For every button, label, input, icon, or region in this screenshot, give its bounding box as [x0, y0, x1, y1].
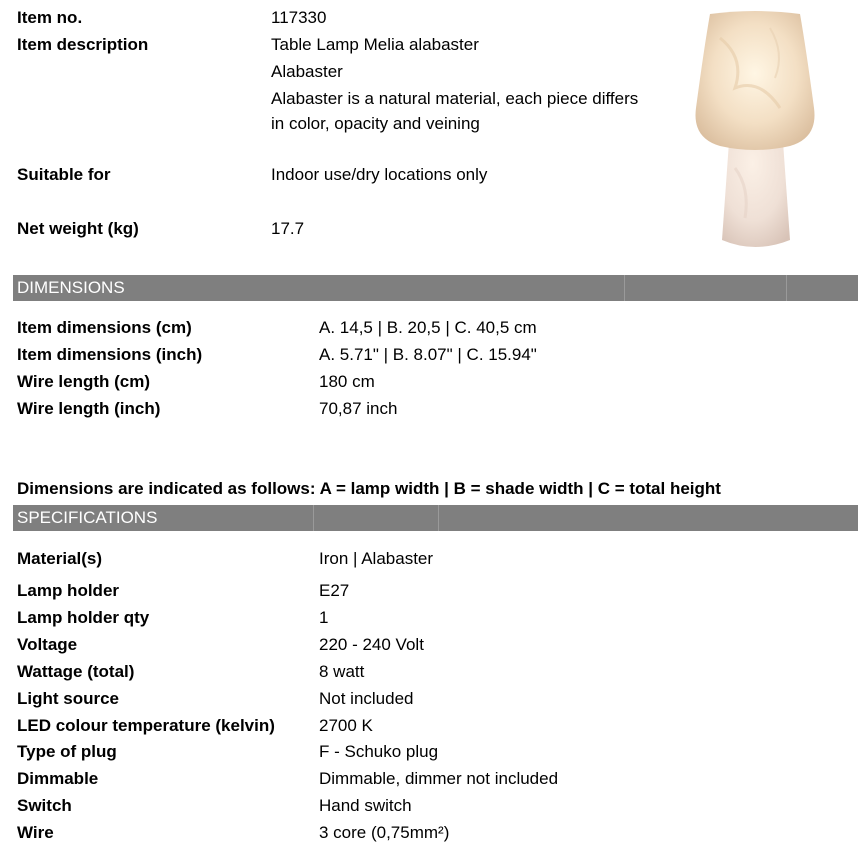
spec-row-value: 3 core (0,75mm²) — [319, 823, 450, 842]
dimensions-row-label: Item dimensions (inch) — [17, 345, 203, 364]
spec-row-label: Material(s) — [17, 549, 103, 568]
spec-row-value: E27 — [319, 581, 350, 600]
spec-row-value: Hand switch — [319, 796, 412, 815]
item-description-line: Alabaster is a natural material, each piece differs — [271, 89, 639, 108]
dimensions-row-value: 180 cm — [319, 372, 375, 391]
suitable-for-value: Indoor use/dry locations only — [271, 165, 488, 184]
spec-row-label: Type of plug — [17, 742, 117, 761]
dimensions-legend-note: Dimensions are indicated as follows: A = lamp width | B = shade width | C = total height — [17, 479, 721, 498]
spec-row-value: Dimmable, dimmer not included — [319, 769, 559, 788]
net-weight-label: Net weight (kg) — [17, 219, 139, 238]
specifications-header-band — [13, 505, 858, 531]
spec-row-value: 8 watt — [319, 662, 365, 681]
item-description-line: in color, opacity and veining — [271, 114, 480, 133]
dimensions-row-label: Wire length (inch) — [17, 399, 161, 418]
spec-row-label: Wattage (total) — [17, 662, 135, 681]
specifications-title: SPECIFICATIONS — [17, 508, 158, 527]
spec-row-value: F - Schuko plug — [319, 742, 439, 761]
dimensions-row-value: A. 14,5 | B. 20,5 | C. 40,5 cm — [319, 318, 537, 337]
band-divider — [624, 275, 625, 301]
dimensions-row-label: Wire length (cm) — [17, 372, 151, 391]
spec-row-value: 2700 K — [319, 716, 373, 735]
suitable-for-label: Suitable for — [17, 165, 111, 184]
spec-row-label: Lamp holder qty — [17, 608, 150, 627]
spec-row-label: LED colour temperature (kelvin) — [17, 716, 275, 735]
item-description-label: Item description — [17, 35, 149, 54]
band-divider — [313, 505, 314, 531]
dimensions-row-label: Item dimensions (cm) — [17, 318, 192, 337]
item-description-line: Table Lamp Melia alabaster — [271, 35, 479, 54]
spec-row-label: Voltage — [17, 635, 78, 654]
spec-row-label: Dimmable — [17, 769, 99, 788]
spec-row-label: Light source — [17, 689, 120, 708]
item-no-label: Item no. — [17, 8, 83, 27]
product-image-lamp — [690, 8, 820, 256]
dimensions-header-band — [13, 275, 858, 301]
lamp-shade — [696, 11, 815, 150]
spec-row-value: 220 - 240 Volt — [319, 635, 424, 654]
band-divider — [438, 505, 439, 531]
spec-row-value: 1 — [319, 608, 329, 627]
dimensions-title: DIMENSIONS — [17, 278, 125, 297]
band-divider — [786, 275, 787, 301]
spec-row-value: Not included — [319, 689, 414, 708]
dimensions-row-value: A. 5.71" | B. 8.07" | C. 15.94" — [319, 345, 537, 364]
spec-row-value: Iron | Alabaster — [319, 549, 434, 568]
spec-row-label: Switch — [17, 796, 72, 815]
spec-row-label: Lamp holder — [17, 581, 120, 600]
dimensions-row-value: 70,87 inch — [319, 399, 398, 418]
item-description-line: Alabaster — [271, 62, 343, 81]
spec-row-label: Wire — [17, 823, 54, 842]
item-no-value: 117330 — [271, 8, 327, 27]
net-weight-value: 17.7 — [271, 219, 305, 238]
